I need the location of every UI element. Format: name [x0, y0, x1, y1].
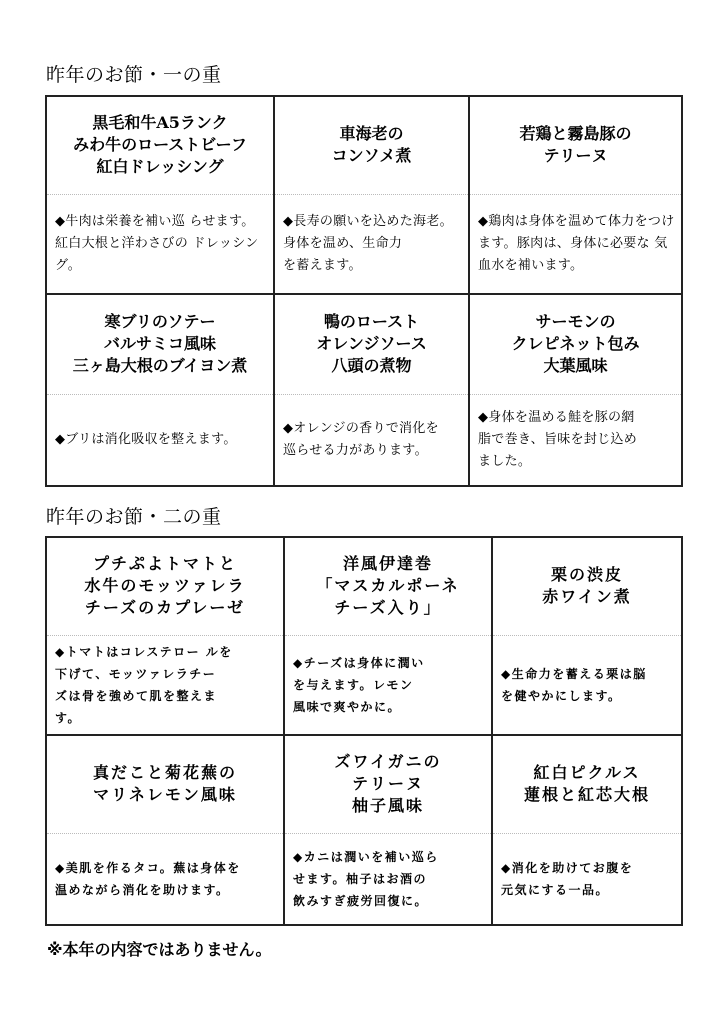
dish-name: 栗の渋皮 赤ワイン煮 — [542, 565, 632, 607]
dish-name: 黒毛和牛A5ランク みわ牛のローストビーフ 紅白ドレッシング — [73, 113, 247, 177]
desc-cell — [492, 635, 682, 735]
dish-description: ◆身体を温める鮭を豚の網 脂で巻き、旨味を封じ込め ました。 — [478, 409, 638, 469]
dish-cell — [492, 735, 682, 833]
section-title-2: 昨年のお節・二の重 — [46, 506, 222, 528]
dish-description: ◆チーズは身体に潤い を与えます。レモン 風味で爽やかに。 — [293, 655, 425, 714]
desc-cell — [46, 194, 274, 294]
dish-cell — [46, 294, 274, 394]
dish-cell — [492, 537, 682, 635]
dish-description: ◆消化を助けてお腹を 元気にする一品。 — [501, 860, 634, 897]
dish-cell — [469, 294, 682, 394]
dish-description: ◆長寿の願いを込めた海老。身体を温め、生命力 を蓄えます。 — [283, 213, 453, 273]
desc-cell — [46, 833, 284, 925]
desc-cell — [274, 394, 469, 486]
dish-cell — [284, 537, 492, 635]
dish-cell — [284, 735, 492, 833]
dish-cell — [46, 96, 274, 194]
desc-cell — [46, 394, 274, 486]
desc-cell — [492, 833, 682, 925]
dish-description: ◆生命力を蓄える栗は脳 を健やかにします。 — [501, 666, 647, 703]
desc-cell — [284, 635, 492, 735]
dish-description: ◆カニは潤いを補い巡ら せます。柚子はお酒の 飲みすぎ疲労回復に。 — [293, 849, 439, 908]
dish-name: ズワイガニの テリーヌ 柚子風味 — [334, 752, 442, 816]
dish-cell — [274, 294, 469, 394]
dish-cell — [469, 96, 682, 194]
dish-cell — [46, 735, 284, 833]
dish-description: ◆オレンジの香りで消化を 巡らせる力があります。 — [283, 420, 439, 458]
dish-description: ◆ブリは消化吸収を整えます。 — [55, 431, 237, 447]
desc-cell — [469, 194, 682, 294]
dish-cell — [46, 537, 284, 635]
desc-cell — [46, 635, 284, 735]
desc-cell — [284, 833, 492, 925]
dish-name: 若鶏と霧島豚の テリーヌ — [519, 124, 632, 166]
footnote: ※本年の内容ではありません。 — [47, 940, 272, 959]
dish-name: 鴨のロースト オレンジソース 八頭の煮物 — [316, 312, 427, 376]
dish-description: ◆牛肉は栄養を補い巡 らせます。 紅白大根と洋わさびの ドレッシング。 — [55, 213, 259, 273]
desc-cell — [469, 394, 682, 486]
dish-name: 車海老の コンソメ煮 — [331, 124, 412, 166]
dish-name: 紅白ピクルス 蓮根と紅芯大根 — [523, 763, 650, 805]
dish-name: 寒ブリのソテー バルサミコ風味 三ヶ島大根のブイヨン煮 — [72, 312, 248, 376]
dish-cell — [274, 96, 469, 194]
section-title-1: 昨年のお節・一の重 — [46, 64, 222, 86]
menu-table-1 — [45, 95, 683, 487]
dish-name: プチぷよトマトと 水牛のモッツァレラ チーズのカプレーゼ — [84, 554, 246, 618]
menu-table-2 — [45, 536, 683, 926]
dish-name: 洋風伊達巻 「マスカルポーネ チーズ入り」 — [316, 554, 460, 618]
dish-description: ◆鶏肉は身体を温めて体力をつけます。豚肉は、身体に必要な 気血水を補います。 — [478, 213, 675, 273]
dish-description: ◆トマトはコレステロー ルを 下げて、モッツァレラチー ズは骨を強めて肌を整えま す。 — [55, 644, 233, 725]
dish-name: サーモンの クレピネット包み 大葉風味 — [511, 312, 640, 376]
dish-name: 真だこと菊花蕪の マリネレモン風味 — [92, 763, 237, 805]
desc-cell — [274, 194, 469, 294]
dish-description: ◆美肌を作るタコ。蕪は身体を 温めながら消化を助けます。 — [55, 860, 241, 897]
